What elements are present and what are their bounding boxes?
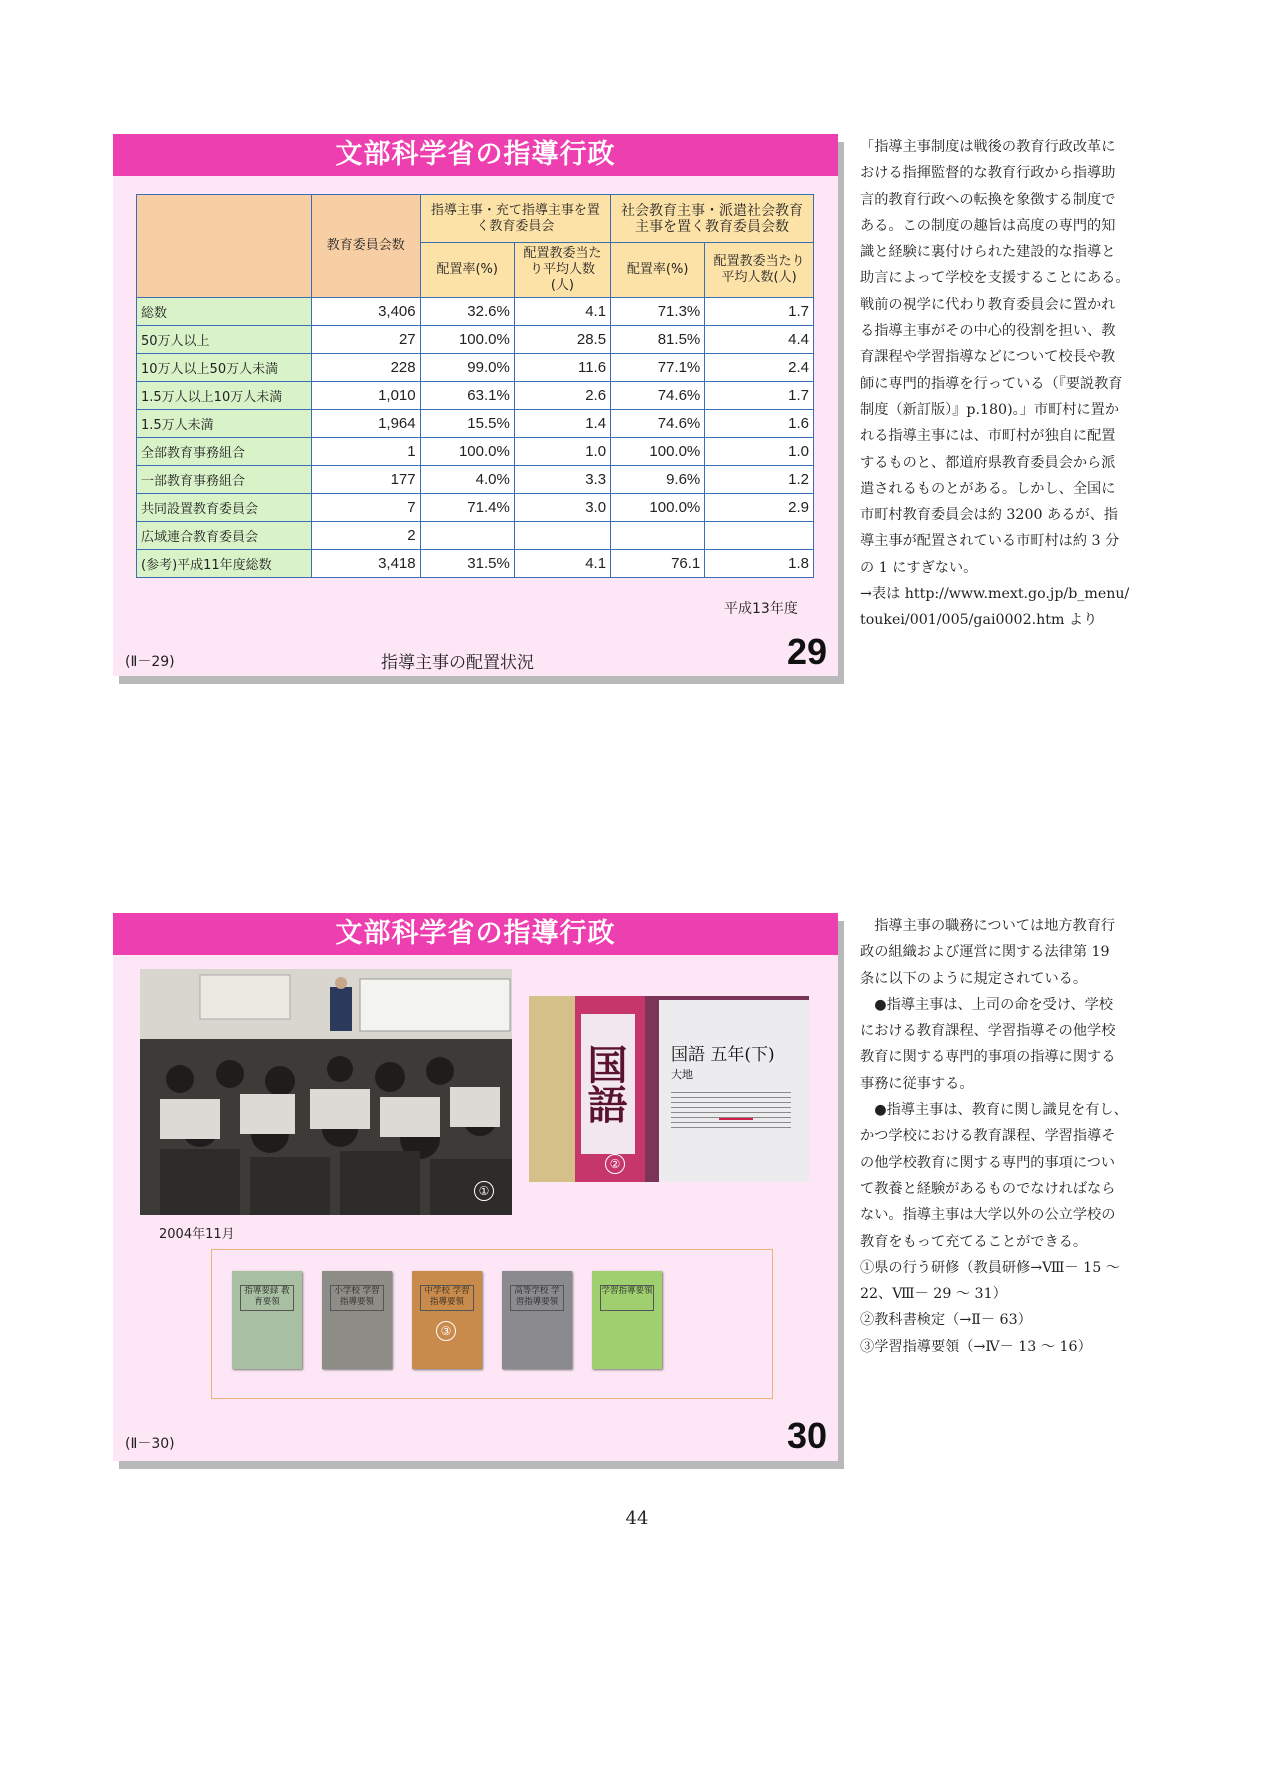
table-row xyxy=(137,326,814,354)
row-label: (参考)平成11年度総数 xyxy=(137,550,312,578)
text-line: ●指導主事は、教育に関し識見を有し、 xyxy=(860,1102,1128,1119)
row-value: 74.6% xyxy=(611,410,705,438)
text-line: 教育をもって充てることができる。 xyxy=(860,1233,1088,1250)
slide-title: 文部科学省の指導行政 xyxy=(113,913,838,955)
row-value: 2.6 xyxy=(514,382,610,410)
slide-title: 文部科学省の指導行政 xyxy=(113,134,838,176)
row-value: 27 xyxy=(311,326,420,354)
table-row xyxy=(137,410,814,438)
textbook-cover-sub: 大地 xyxy=(671,1068,693,1081)
row-value: 3,406 xyxy=(311,298,420,326)
row-value: 1.0 xyxy=(705,438,814,466)
table-row xyxy=(137,438,814,466)
text-line: 識と経験に裏付けられた建設的な指導と xyxy=(860,244,1116,261)
header-group1: 指導主事・充て指導主事を置く教育委員会 xyxy=(420,195,610,243)
slide-code: (Ⅱ－29) xyxy=(125,654,175,670)
row-value: 2.9 xyxy=(705,494,814,522)
text-line: ●指導主事は、上司の命を受け、学校 xyxy=(860,996,1114,1013)
text-line: おける指揮監督的な教育行政から指導助 xyxy=(860,165,1116,182)
row-value: 1.2 xyxy=(705,466,814,494)
book-2 xyxy=(322,1271,392,1369)
textbook-cover-title: 国語 五年(下) xyxy=(671,1045,775,1065)
training-photo xyxy=(140,969,512,1215)
text-line: る指導主事がその中心的役割を担い、教 xyxy=(860,323,1116,340)
text-line: 事務に従事する。 xyxy=(860,1075,974,1092)
row-value: 71.3% xyxy=(611,298,705,326)
row-label: 10万人以上50万人未満 xyxy=(137,354,312,382)
marker-2-icon: ② xyxy=(605,1154,625,1174)
row-value: 1.6 xyxy=(705,410,814,438)
table-row xyxy=(137,550,814,578)
row-value: 100.0% xyxy=(420,438,514,466)
row-label: 広域連合教育委員会 xyxy=(137,522,312,550)
photo-caption: 2004年11月 xyxy=(159,1227,235,1242)
row-value: 77.1% xyxy=(611,354,705,382)
text-line: 師に専門的指導を行っている（『要説教育 xyxy=(860,375,1123,392)
text-line: れる指導主事には、市町村が独自に配置 xyxy=(860,428,1116,445)
row-label: 総数 xyxy=(137,298,312,326)
slide-29 xyxy=(113,134,838,676)
table-row xyxy=(137,298,814,326)
row-label: 1.5万人未満 xyxy=(137,410,312,438)
table-row xyxy=(137,466,814,494)
text-line: ①県の行う研修（教員研修→Ⅷ－ 15 ～ xyxy=(860,1259,1120,1276)
row-value xyxy=(514,522,610,550)
row-value: 1.0 xyxy=(514,438,610,466)
book-5-label: 学習指導要領 xyxy=(600,1285,654,1311)
placement-table xyxy=(136,194,814,578)
text-line: 指導主事の職務については地方教育行 xyxy=(860,918,1116,934)
slide-code: (Ⅱ－30) xyxy=(125,1436,175,1452)
row-value: 100.0% xyxy=(420,326,514,354)
row-label: 共同設置教育委員会 xyxy=(137,494,312,522)
header-group2: 社会教育主事・派遣社会教育主事を置く教育委員会数 xyxy=(611,195,814,243)
row-value: 74.6% xyxy=(611,382,705,410)
row-value: 3.0 xyxy=(514,494,610,522)
table-row xyxy=(137,522,814,550)
slide-number: 29 xyxy=(787,631,828,672)
text-line: 言的教育行政への転換を象徴する制度で xyxy=(860,191,1116,208)
table-corner xyxy=(137,195,312,298)
textbook-underline xyxy=(719,1118,753,1120)
row-label: 全部教育事務組合 xyxy=(137,438,312,466)
slide-caption: 指導主事の配置状況 xyxy=(381,653,534,673)
text-line: →表は http://www.mext.go.jp/b_menu/ xyxy=(860,586,1130,603)
row-value: 3.3 xyxy=(514,466,610,494)
text-line: の他学校教育に関する専門的事項につい xyxy=(860,1154,1116,1171)
text-line: 22、Ⅷ－ 29 ～ 31） xyxy=(860,1286,1007,1303)
textbook-page xyxy=(659,1000,809,1182)
text-line: 「指導主事制度は戦後の教育行政改革に xyxy=(860,139,1116,155)
text-line: かつ学校における教育課程、学習指導そ xyxy=(860,1128,1116,1145)
row-value xyxy=(420,522,514,550)
text-line: の 1 にすぎない。 xyxy=(860,559,978,576)
header-rate2: 配置率(%) xyxy=(611,243,705,298)
row-value: 100.0% xyxy=(611,438,705,466)
text-line: ある。この制度の趣旨は高度の専門的知 xyxy=(860,217,1116,234)
row-value: 4.1 xyxy=(514,550,610,578)
marker-1-icon: ① xyxy=(474,1181,494,1201)
slide-30 xyxy=(113,913,838,1461)
text-line: ③学習指導要領（→Ⅳ－ 13 ～ 16） xyxy=(860,1338,1092,1355)
row-value: 1,010 xyxy=(311,382,420,410)
row-value: 100.0% xyxy=(611,494,705,522)
book-3-label: 中学校 学習指導要領 xyxy=(420,1285,474,1311)
row-label: 一部教育事務組合 xyxy=(137,466,312,494)
header-count: 教育委員会数 xyxy=(311,195,420,298)
header-avg1: 配置教委当たり平均人数(人) xyxy=(514,243,610,298)
textbook-photo xyxy=(529,996,809,1182)
row-value: 4.4 xyxy=(705,326,814,354)
text-line: における教育課程、学習指導その他学校 xyxy=(860,1023,1116,1040)
row-value: 2.4 xyxy=(705,354,814,382)
book-2-label: 小学校 学習指導要領 xyxy=(330,1285,384,1311)
book-1-label: 指導要録 教育要領 xyxy=(240,1285,294,1311)
text-line: するものと、都道府県教育委員会から派 xyxy=(860,454,1116,471)
row-value: 28.5 xyxy=(514,326,610,354)
row-value: 1.8 xyxy=(705,550,814,578)
row-value: 177 xyxy=(311,466,420,494)
slide-number: 30 xyxy=(787,1415,828,1456)
marker-3-icon: ③ xyxy=(436,1321,456,1341)
text-line: 政の組織および運営に関する法律第 19 xyxy=(860,944,1110,961)
table-row xyxy=(137,354,814,382)
page-number: 44 xyxy=(625,1508,649,1529)
row-label: 1.5万人以上10万人未満 xyxy=(137,382,312,410)
book-4-label: 高等学校 学習指導要領 xyxy=(510,1285,564,1311)
row-value: 1,964 xyxy=(311,410,420,438)
commentary-29 xyxy=(860,134,1150,634)
text-line: 市町村教育委員会は約 3200 あるが、指 xyxy=(860,507,1118,524)
row-value: 228 xyxy=(311,354,420,382)
row-value: 11.6 xyxy=(514,354,610,382)
book-5 xyxy=(592,1271,662,1369)
text-line: て教養と経験があるものでなければなら xyxy=(860,1180,1116,1197)
book-4 xyxy=(502,1271,572,1369)
text-line: ない。指導主事は大学以外の公立学校の xyxy=(860,1207,1116,1224)
text-line: 制度（新訂版）』p.180)。」市町村に置か xyxy=(860,401,1120,418)
text-line: 助言によって学校を支援することにある。 xyxy=(860,270,1130,287)
course-guidelines-frame xyxy=(211,1249,773,1399)
row-value: 81.5% xyxy=(611,326,705,354)
textbook-fine-print xyxy=(671,1088,791,1128)
row-value: 3,418 xyxy=(311,550,420,578)
row-value xyxy=(705,522,814,550)
row-value: 7 xyxy=(311,494,420,522)
text-line: 条に以下のように規定されている。 xyxy=(860,970,1088,987)
row-value: 76.1 xyxy=(611,550,705,578)
row-value xyxy=(611,522,705,550)
textbook-spine xyxy=(529,996,575,1182)
row-value: 2 xyxy=(311,522,420,550)
textbook-title-kanji: 国語 xyxy=(581,1014,635,1154)
row-value: 1.7 xyxy=(705,382,814,410)
row-value: 31.5% xyxy=(420,550,514,578)
row-value: 1.7 xyxy=(705,298,814,326)
table-row xyxy=(137,382,814,410)
header-avg2: 配置教委当たり平均人数(人) xyxy=(705,243,814,298)
row-value: 63.1% xyxy=(420,382,514,410)
text-line: 導主事が配置されている市町村は約 3 分 xyxy=(860,533,1120,550)
text-line: 育課程や学習指導などについて校長や教 xyxy=(860,349,1116,366)
text-line: 遣されるものとがある。しかし、全国に xyxy=(860,480,1116,497)
row-value: 15.5% xyxy=(420,410,514,438)
header-rate1: 配置率(%) xyxy=(420,243,514,298)
row-value: 32.6% xyxy=(420,298,514,326)
text-line: ②教科書検定（→Ⅱ－ 63） xyxy=(860,1312,1032,1329)
commentary-30 xyxy=(860,913,1150,1360)
book-1 xyxy=(232,1271,302,1369)
text-line: toukei/001/005/gai0002.htm より xyxy=(860,612,1098,629)
row-value: 4.1 xyxy=(514,298,610,326)
row-value: 1.4 xyxy=(514,410,610,438)
row-value: 4.0% xyxy=(420,466,514,494)
training-photo-image xyxy=(140,969,512,1215)
row-value: 99.0% xyxy=(420,354,514,382)
book-3 xyxy=(412,1271,482,1369)
text-line: 戦前の視学に代わり教育委員会に置かれ xyxy=(860,296,1116,313)
row-value: 1 xyxy=(311,438,420,466)
year-note: 平成13年度 xyxy=(724,601,798,617)
text-line: 教育に関する専門的事項の指導に関する xyxy=(860,1049,1116,1066)
row-value: 9.6% xyxy=(611,466,705,494)
row-label: 50万人以上 xyxy=(137,326,312,354)
table-row xyxy=(137,494,814,522)
row-value: 71.4% xyxy=(420,494,514,522)
